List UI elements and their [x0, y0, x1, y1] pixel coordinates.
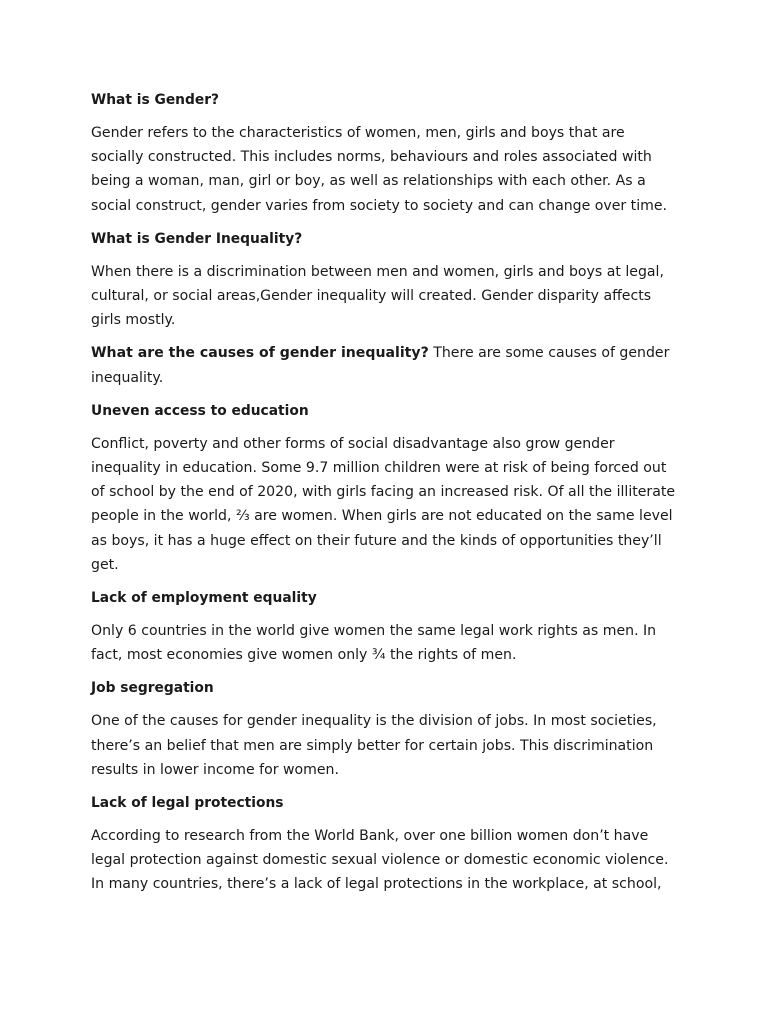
text-line: Only 6 countries in the world give women the same legal work rights as men. In: [91, 623, 657, 640]
text-line: inequality in education. Some 9.7 million children were at risk of being forced out: [91, 460, 667, 477]
heading-legal-protections: Lack of legal protections: [91, 795, 284, 812]
text-line: When there is a discrimination between men and women, girls and boys at legal,: [91, 263, 664, 280]
text-line: being a woman, man, girl or boy, as well as relationships with each other. As a: [91, 173, 646, 190]
text-line: Gender refers to the characteristics of women, men, girls and boys that are: [91, 125, 625, 141]
document-page: [91, 88, 691, 906]
text-line: girls mostly.: [91, 312, 176, 329]
text-line: Conflict, poverty and other forms of social disadvantage also grow gender: [91, 435, 615, 452]
text-line: One of the causes for gender inequality is the division of jobs. In most societies,: [91, 713, 657, 730]
paragraph-gender-definition: [91, 121, 691, 218]
heading-job-segregation: Job segregation: [91, 680, 214, 697]
text-line: legal protection against domestic sexual violence or domestic economic violence.: [91, 852, 669, 869]
text-line: there’s an belief that men are simply better for certain jobs. This discrimination: [91, 737, 654, 754]
text-fragment: There are some causes of gender: [428, 345, 670, 362]
heading-gender-inequality: What is Gender Inequality?: [91, 230, 303, 247]
text-line: people in the world, ⅔ are women. When girls are not educated on the same level: [91, 508, 673, 525]
text-line: In many countries, there’s a lack of legal protections in the workplace, at school,: [91, 876, 662, 893]
text-line: as boys, it has a huge effect on their future and the kinds of opportunities they’ll: [91, 532, 662, 549]
text-line: of school by the end of 2020, with girls facing an increased risk. Of all the illiterate: [91, 484, 676, 501]
text-line: fact, most economies give women only ¾ the rights of men.: [91, 647, 517, 664]
heading-employment-equality: Lack of employment equality: [91, 590, 317, 607]
text-line: get.: [91, 556, 119, 573]
text-line: socially constructed. This includes norms, behaviours and roles associated with: [91, 149, 652, 166]
paragraph-job-segregation: [91, 709, 691, 782]
text-line: results in lower income for women.: [91, 761, 339, 778]
text-line: inequality.: [91, 369, 164, 386]
paragraph-employment-equality: [91, 619, 691, 667]
paragraph-legal-protections: [91, 824, 691, 897]
paragraph-causes-intro: [91, 341, 691, 389]
text-line: social construct, gender varies from society to society and can change over time.: [91, 197, 667, 214]
heading-what-is-gender: What is Gender?: [91, 92, 220, 108]
paragraph-gender-inequality: [91, 260, 691, 333]
paragraph-uneven-access-education: [91, 432, 691, 577]
text-line: cultural, or social areas,Gender inequality will created. Gender disparity affects: [91, 288, 652, 305]
heading-uneven-access-education: Uneven access to education: [91, 402, 309, 419]
inline-heading-causes: What are the causes of gender inequality?: [91, 345, 429, 362]
text-line: According to research from the World Bank, over one billion women don’t have: [91, 828, 649, 845]
text-line: [91, 341, 691, 365]
